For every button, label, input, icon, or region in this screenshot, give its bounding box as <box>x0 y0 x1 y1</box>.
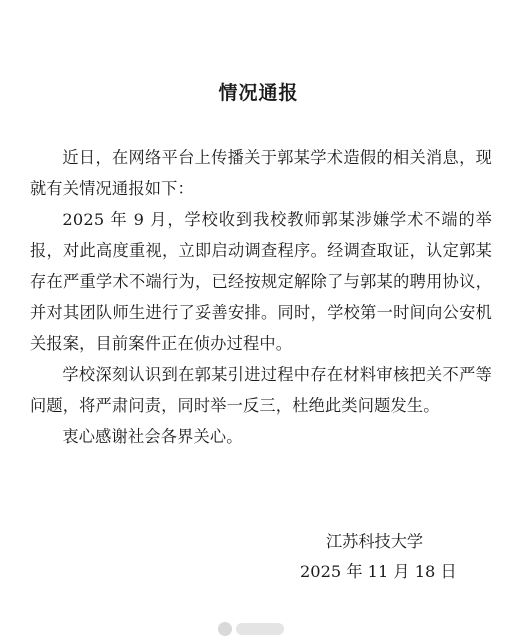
paragraph-details: 2025 年 9 月，学校收到我校教师郭某涉嫌学术不端的举报，对此高度重视，立即启动调查程序。经调查取证，认定郭某存在严重学术不端行为，已经按规定解除了与郭某的聘用协议，并对其团队师生进行了妥善安排。同时，学校第一时间向公安机关报案，目前案件正在侦办过程中。 <box>30 210 492 353</box>
image-watermark <box>218 622 298 636</box>
paragraph-thanks: 衷心感谢社会各界关心。 <box>62 427 243 446</box>
document-title: 情况通报 <box>218 82 299 104</box>
signature-organization: 江苏科技大学 <box>326 532 424 551</box>
watermark-bar <box>236 623 284 635</box>
signature-block <box>300 527 500 587</box>
document-body <box>30 142 492 452</box>
paragraph-intro: 近日，在网络平台上传播关于郭某学术造假的相关消息，现就有关情况通报如下： <box>30 148 492 198</box>
paragraph-reflection: 学校深刻认识到在郭某引进过程中存在材料审核把关不严等问题，将严肃问责，同时举一反三，杜绝此类问题发生。 <box>30 365 492 415</box>
watermark-avatar-icon <box>218 622 232 636</box>
signature-date: 2025 年 11 月 18 日 <box>300 562 457 581</box>
